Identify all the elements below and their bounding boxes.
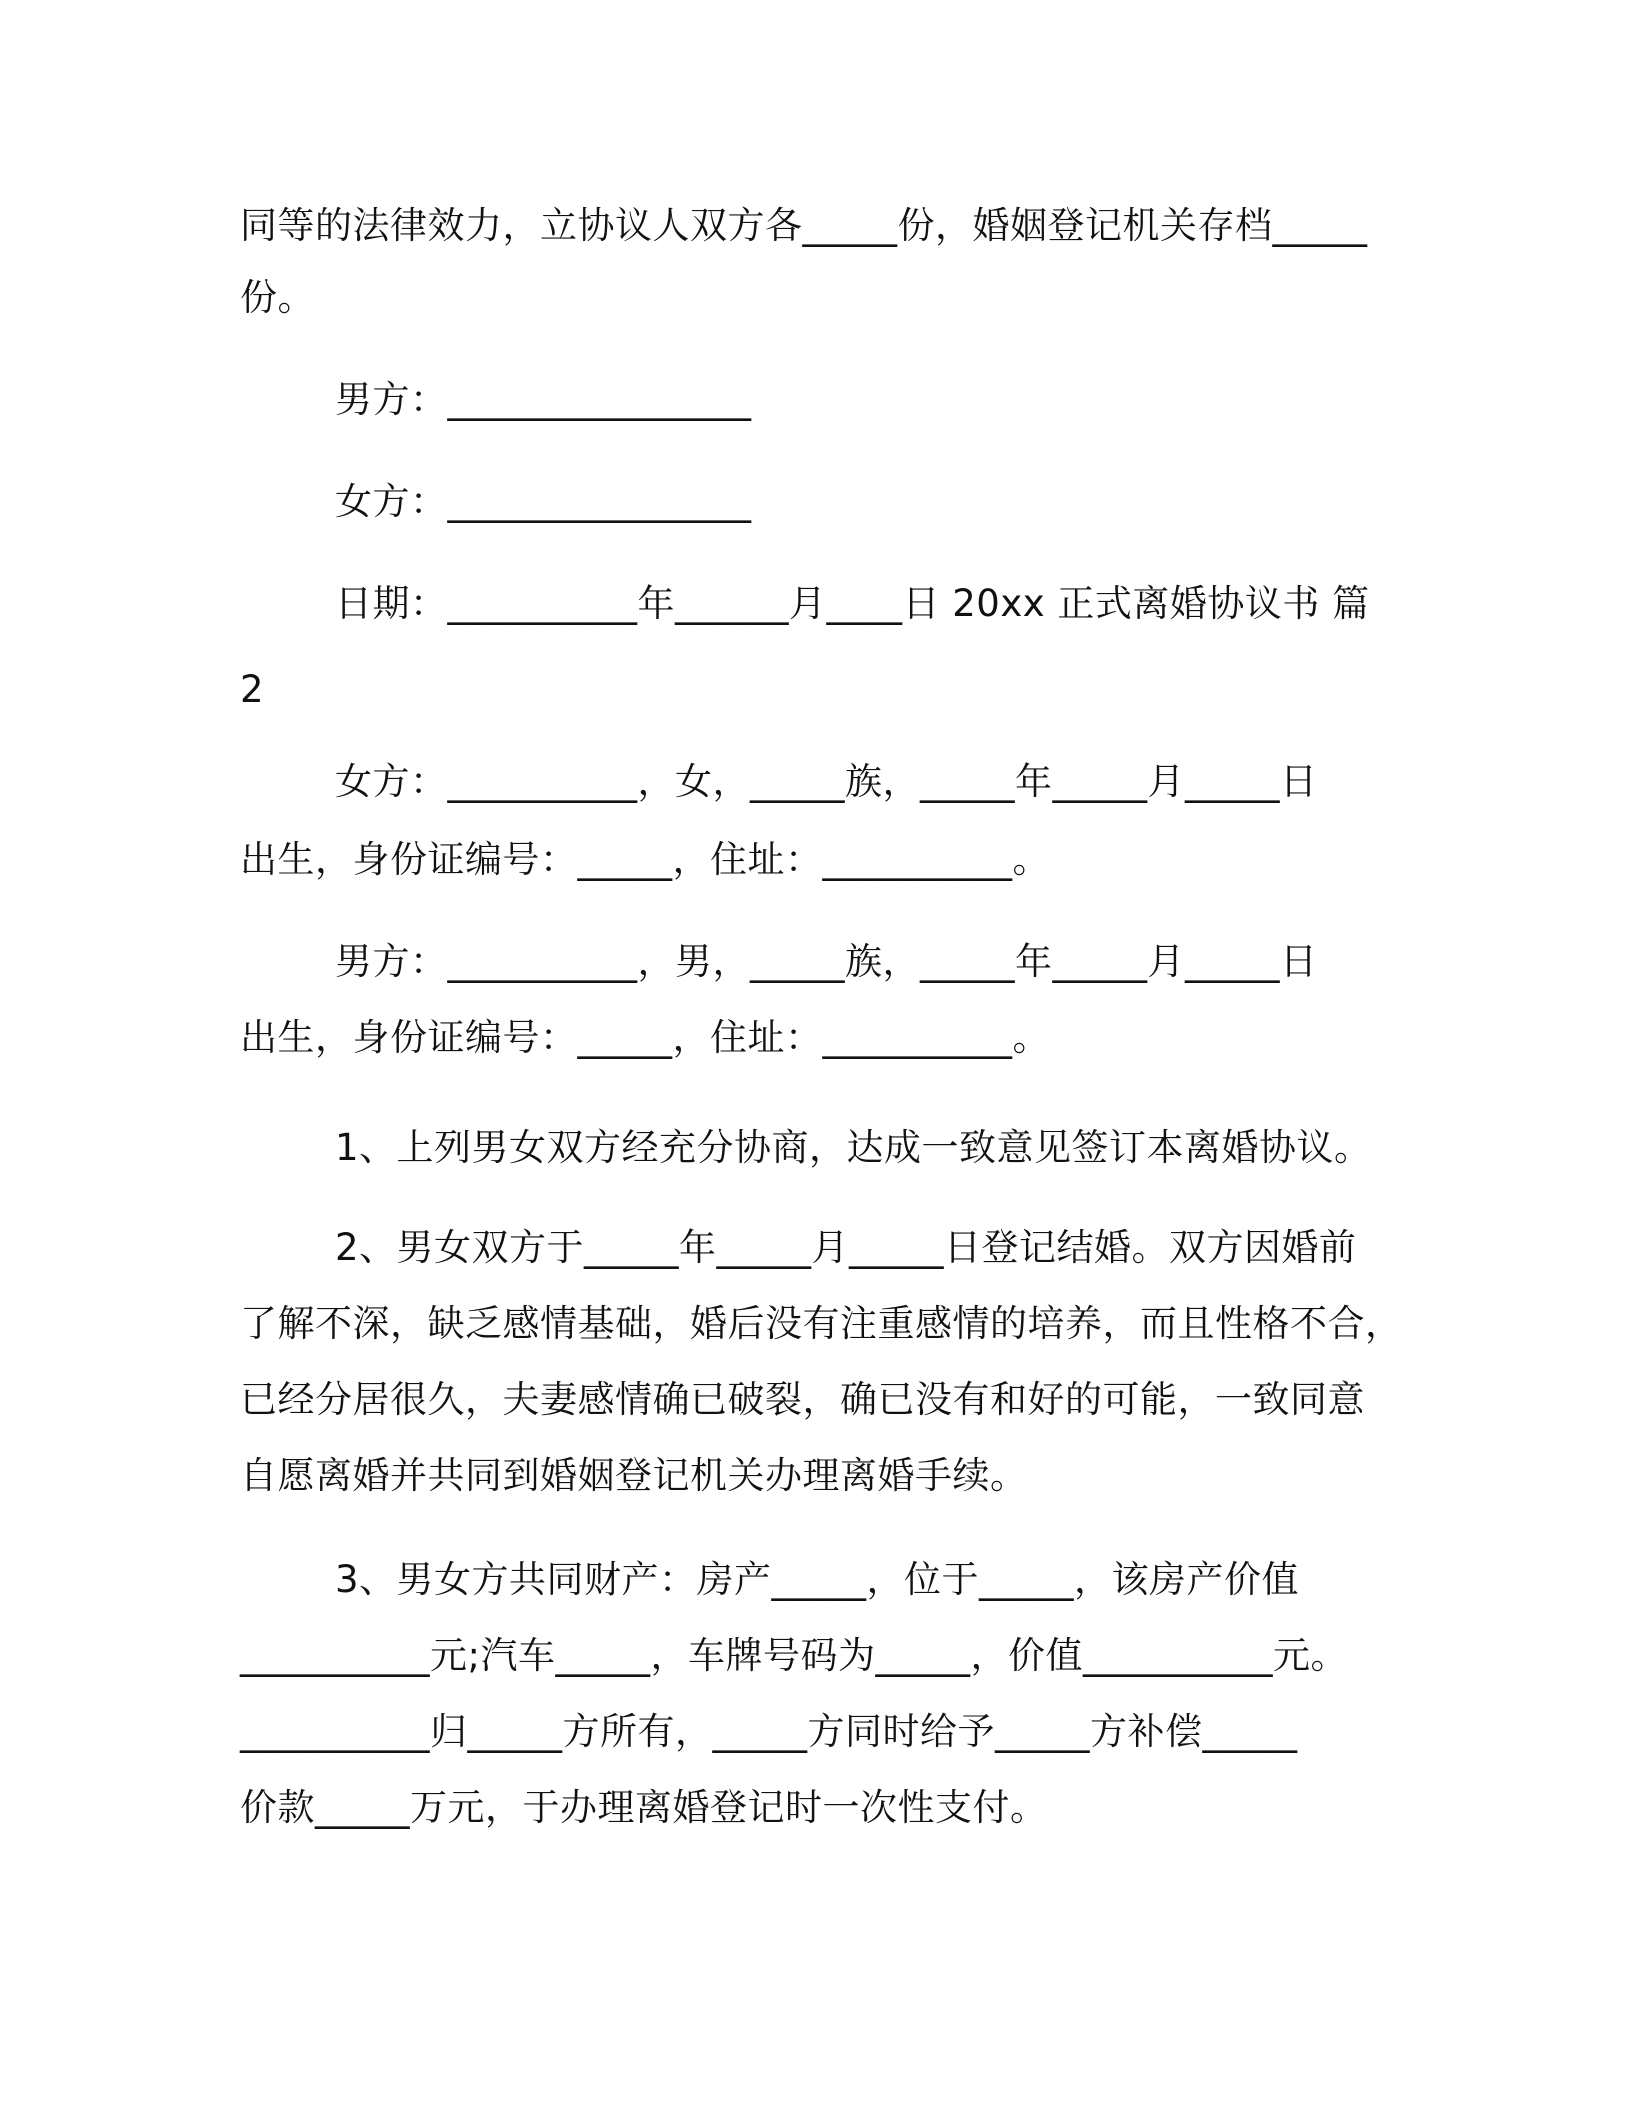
- female-party-signature-line: 女方：________________: [335, 480, 752, 523]
- date-line: 日期：__________年______月____日 20xx 正式离婚协议书 篇: [335, 582, 1370, 625]
- text-line: 已经分居很久，夫妻感情确已破裂，确已没有和好的可能，一致同意: [240, 1378, 1365, 1421]
- text-line: 价款_____万元，于办理离婚登记时一次性支付。: [240, 1786, 1048, 1829]
- female-party-info: 女方：__________，女，_____族，_____年_____月_____日: [335, 760, 1318, 803]
- clause-2: 2、男女双方于_____年_____月_____日登记结婚。双方因婚前: [335, 1226, 1357, 1269]
- male-party-signature-line: 男方：________________: [335, 378, 752, 421]
- text-line: __________元;汽车_____，车牌号码为_____，价值__________元。: [240, 1634, 1348, 1677]
- text-line: 出生，身份证编号：_____，住址：__________。: [240, 1016, 1050, 1059]
- text-line: __________归_____方所有，_____方同时给予_____方补偿_____: [240, 1710, 1298, 1753]
- clause-1: 1、上列男女双方经充分协商，达成一致意见签订本离婚协议。: [335, 1126, 1372, 1169]
- male-party-info: 男方：__________，男，_____族，_____年_____月_____日: [335, 940, 1318, 983]
- text-line: 同等的法律效力，立协议人双方各_____份，婚姻登记机关存档_____: [240, 204, 1368, 247]
- text-line: 出生，身份证编号：_____，住址：__________。: [240, 838, 1050, 881]
- text-line: 自愿离婚并共同到婚姻登记机关办理离婚手续。: [240, 1454, 1028, 1497]
- clause-3: 3、男女方共同财产：房产_____，位于_____，该房产价值: [335, 1558, 1300, 1601]
- text-line: 了解不深，缺乏感情基础，婚后没有注重感情的培养，而且性格不合，: [240, 1302, 1403, 1345]
- text-line: 2: [240, 668, 265, 711]
- text-line: 份。: [240, 276, 315, 319]
